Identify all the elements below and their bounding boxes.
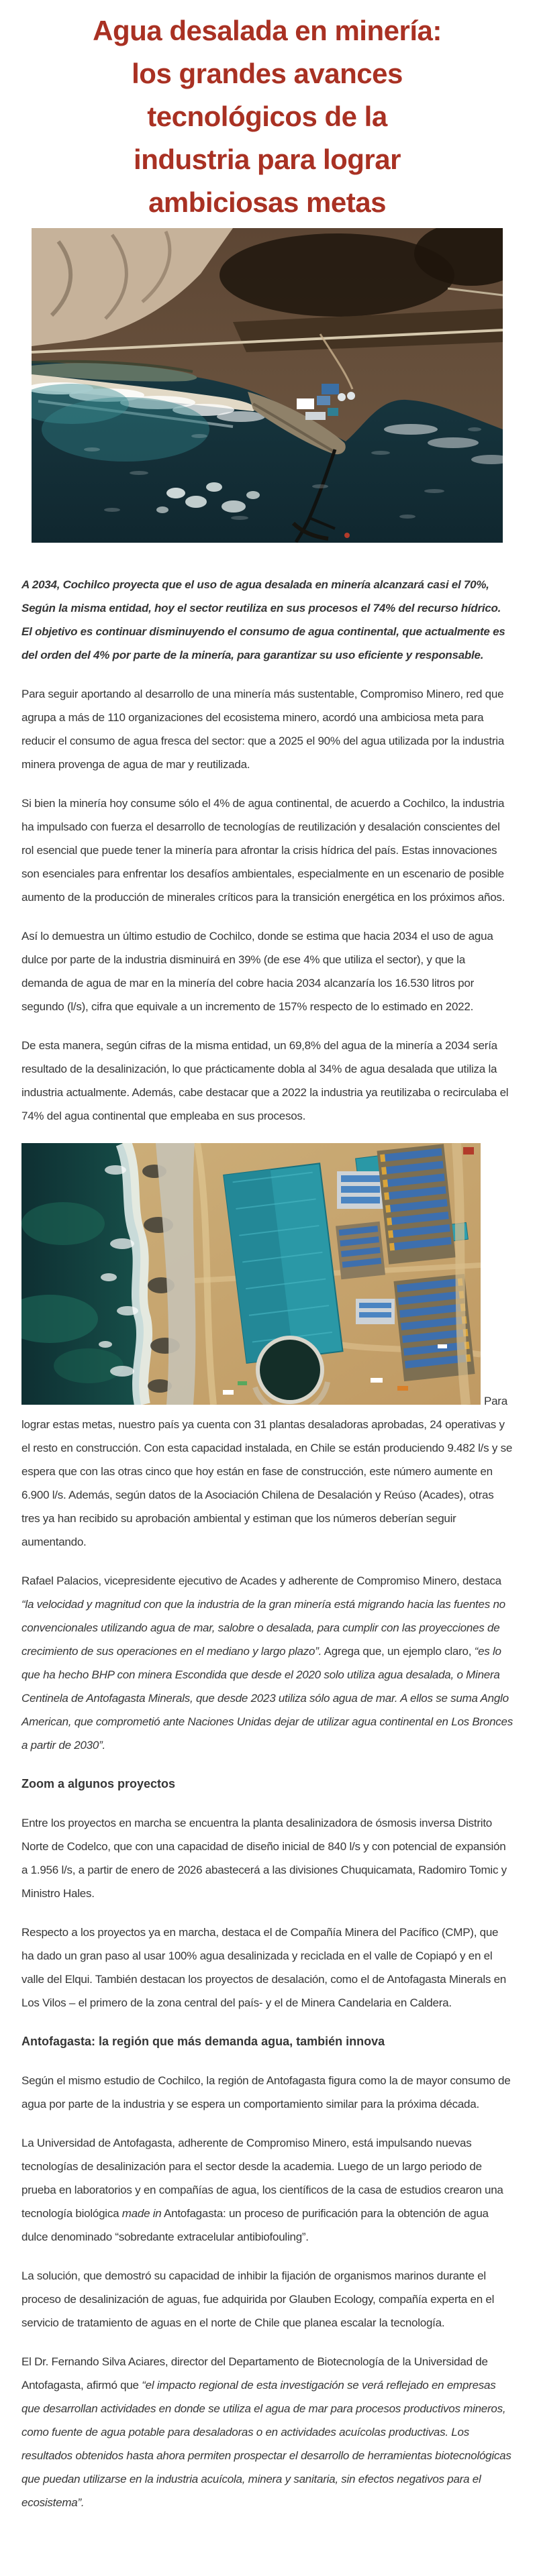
paragraph-consumo-continental: Si bien la minería hoy consume sólo el 4% de agua continental, de acuerdo a Cochilco, la industria ha impulsado con fuerza el desarrollo de tecnologías de reutilización y desalación conscientes del rol esencial que puede tener la minería para afrontar la crisis hídrica del país. Estas innovaciones son esenciales para enfrentar los desafíos ambientales, especialmente en un escenario de posible aumento de la producción de minerales críticos para la transición energética en los próximos años. (21, 797, 505, 904)
paragraph-universidad-antofagasta (21, 2131, 513, 2249)
universidad-text-a: La Universidad de Antofagasta, adherente de Compromiso Minero, está impulsando nuevas tecnologías de desalinización para el sector desde la academia. Luego de un largo periodo de prueba en laboratorios y en compañías de agua, los científicos de la casa de estudios crearon una tecnología biológica (21, 2137, 503, 2220)
paragraph-distrito-norte: Entre los proyectos en marcha se encuentra la planta desalinizadora de ósmosis inversa Distrito Norte de Codelco, que con una capacidad de diseño inicial de 840 l/s y con potencial de expansión a 1.956 l/s, a partir de enero de 2026 abastecerá a las divisiones Chuquicamata, Radomiro Tomic y Ministro Hales. (21, 1817, 507, 1900)
paragraph-cifras-2034: De esta manera, según cifras de la misma entidad, un 69,8% del agua de la minería a 2034 sería resultado de la desalinización, lo que prácticamente dobla al 34% de agua desalada que utiliza la industria actualmente. Además, cabe destacar que a 2022 la industria ya reutilizaba o recirculaba el 74% del agua continental que empleaba en sus procesos. (21, 1039, 509, 1122)
palacios-quote-1: “la velocidad y magnitud con que la industria de la gran minería está migrando hacia las fuentes no convencionales utilizando agua de mar, salobre o desalada, para cumplir con las proyecciones de crecimiento de sus operaciones en el mediano y largo plazo”. (21, 1598, 505, 1658)
subheading-antofagasta: Antofagasta: la región que más demanda agua, también innova (21, 2035, 385, 2048)
paragraph-silva-aciares (21, 2350, 513, 2514)
paragraph-cmp-desalacion: Respecto a los proyectos ya en marcha, destaca el de Compañía Minera del Pacífico (CMP), que ha dado un gran paso al usar 100% agua desalinizada y reciclada en el valle de Copiapó y en el valle del Elqui. También destacan los proyectos de desalación, como el de Antofagasta Minerals en Los Vilos – el primero de la zona central del país- y el de Minera Candelaria en Caldera. (21, 1926, 506, 2009)
paragraph-rafael-palacios (21, 1569, 513, 1757)
desalination-plant-photo (21, 1143, 481, 1405)
title-line-5: ambiciosas metas (148, 186, 386, 218)
paragraph-antofagasta-consumo: Según el mismo estudio de Cochilco, la región de Antofagasta figura como la de mayor consumo de agua por parte de la industria y se espera un comportamiento similar para la próxima década. (21, 2074, 511, 2110)
palacios-mid: Agrega que, un ejemplo claro, (322, 1645, 475, 1658)
page-title (21, 9, 513, 224)
paragraph-plantas-text: Para lograr estas metas, nuestro país ya cuenta con 31 plantas desaladoras aprobadas, 24 operativas y el resto en construcción. Con esta capacidad instalada, en Chile se están produciendo 9.482 l/s y se espera que con las otras cinco que hoy están en fase de construcción, este número aumente en 6.900 l/s. Además, según datos de la Asociación Chilena de Desalación y Reúso (Acades), otras tres ya han recibido su aprobación ambiental y estiman que los números deberían seguir aumentando. (21, 1395, 513, 1548)
lead-paragraph: A 2034, Cochilco proyecta que el uso de agua desalada en minería alcanzará casi el 70%, Según la misma entidad, hoy el sector reutiliza en sus procesos el 74% del recurso hídrico. El objetivo es continuar disminuyendo el consumo de agua continental, que actualmente es del orden del 4% por parte de la minería, para garantizar su uso eficiente y responsable. (21, 578, 505, 661)
aerial-coastline-photo (32, 228, 503, 543)
silva-quote: “el impacto regional de esta investigación se verá reflejado en empresas que desarrollan actividades en donde se utiliza el agua de mar para procesos productivos mineros, como fuente de agua potable para desaladoras o en actividades acuícolas productivas. Los resultados obtenidos hasta ahora permiten prospectar el desarrollo de herramientas biotecnológicas que puedan utilizarse en la industria acuícola, minera y sanitaria, sin efectos negativos para el ecosistema”. (21, 2379, 511, 2509)
paragraph-compromiso-minero: Para seguir aportando al desarrollo de una minería más sustentable, Compromiso Minero, red que agrupa a más de 110 organizaciones del ecosistema minero, acordó una ambiciosa meta para reducir el consumo de agua fresca del sector: que a 2025 el 90% del agua utilizada por la industria minera provenga de agua de mar y reutilizada. (21, 688, 504, 771)
palacios-intro: Rafael Palacios, vicepresidente ejecutivo de Acades y adherente de Compromiso Minero, destaca (21, 1574, 501, 1587)
subheading-zoom-proyectos: Zoom a algunos proyectos (21, 1777, 176, 1790)
hero-photo-figure (32, 228, 503, 546)
universidad-made-in: made in (121, 2207, 162, 2220)
title-line-2: los grandes avances (132, 58, 403, 89)
universidad-text-c: Antofagasta: un proceso de purificación para la obtención de agua dulce denominado “sobredante extracelular antibiofouling”. (21, 2207, 489, 2243)
paragraph-estudio-cochilco: Así lo demuestra un último estudio de Cochilco, donde se estima que hacia 2034 el uso de agua dulce por parte de la industria disminuirá en 39% (de ese 4% que utiliza el sector), y que la demanda de agua de mar en la minería del cobre hacia 2034 alcanzaría los 16.530 litros por segundo (l/s), cifra que equivale a un incremento de 157% respecto de lo estimado en 2022. (21, 930, 493, 1013)
silva-intro: El Dr. Fernando Silva Aciares, director del Departamento de Biotecnología de la Universidad de Antofagasta, afirmó que (21, 2355, 488, 2392)
title-line-4: industria para lograr (134, 144, 401, 175)
palacios-quote-2: “es lo que ha hecho BHP con minera Escondida que desde el 2020 solo utiliza agua desalada, o Minera Centinela de Antofagasta Minerals, que desde 2023 utiliza sólo agua de mar. A ellos se suma Anglo American, que comprometió ante Naciones Unidas dejar de utilizar agua continental en Los Bronces a partir de 2030”. (21, 1645, 513, 1752)
paragraph-plantas-desaladoras (21, 1143, 513, 1554)
title-line-1: Agua desalada en minería: (93, 15, 442, 46)
title-line-3: tecnológicos de la (147, 101, 387, 132)
article-body (21, 573, 513, 2514)
paragraph-glauben-ecology: La solución, que demostró su capacidad de inhibir la fijación de organismos marinos durante el proceso de desalinización de aguas, fue adquirida por Glauben Ecology, compañía experta en el servicio de tratamiento de aguas en el norte de Chile que planea escalar la tecnología. (21, 2269, 495, 2329)
